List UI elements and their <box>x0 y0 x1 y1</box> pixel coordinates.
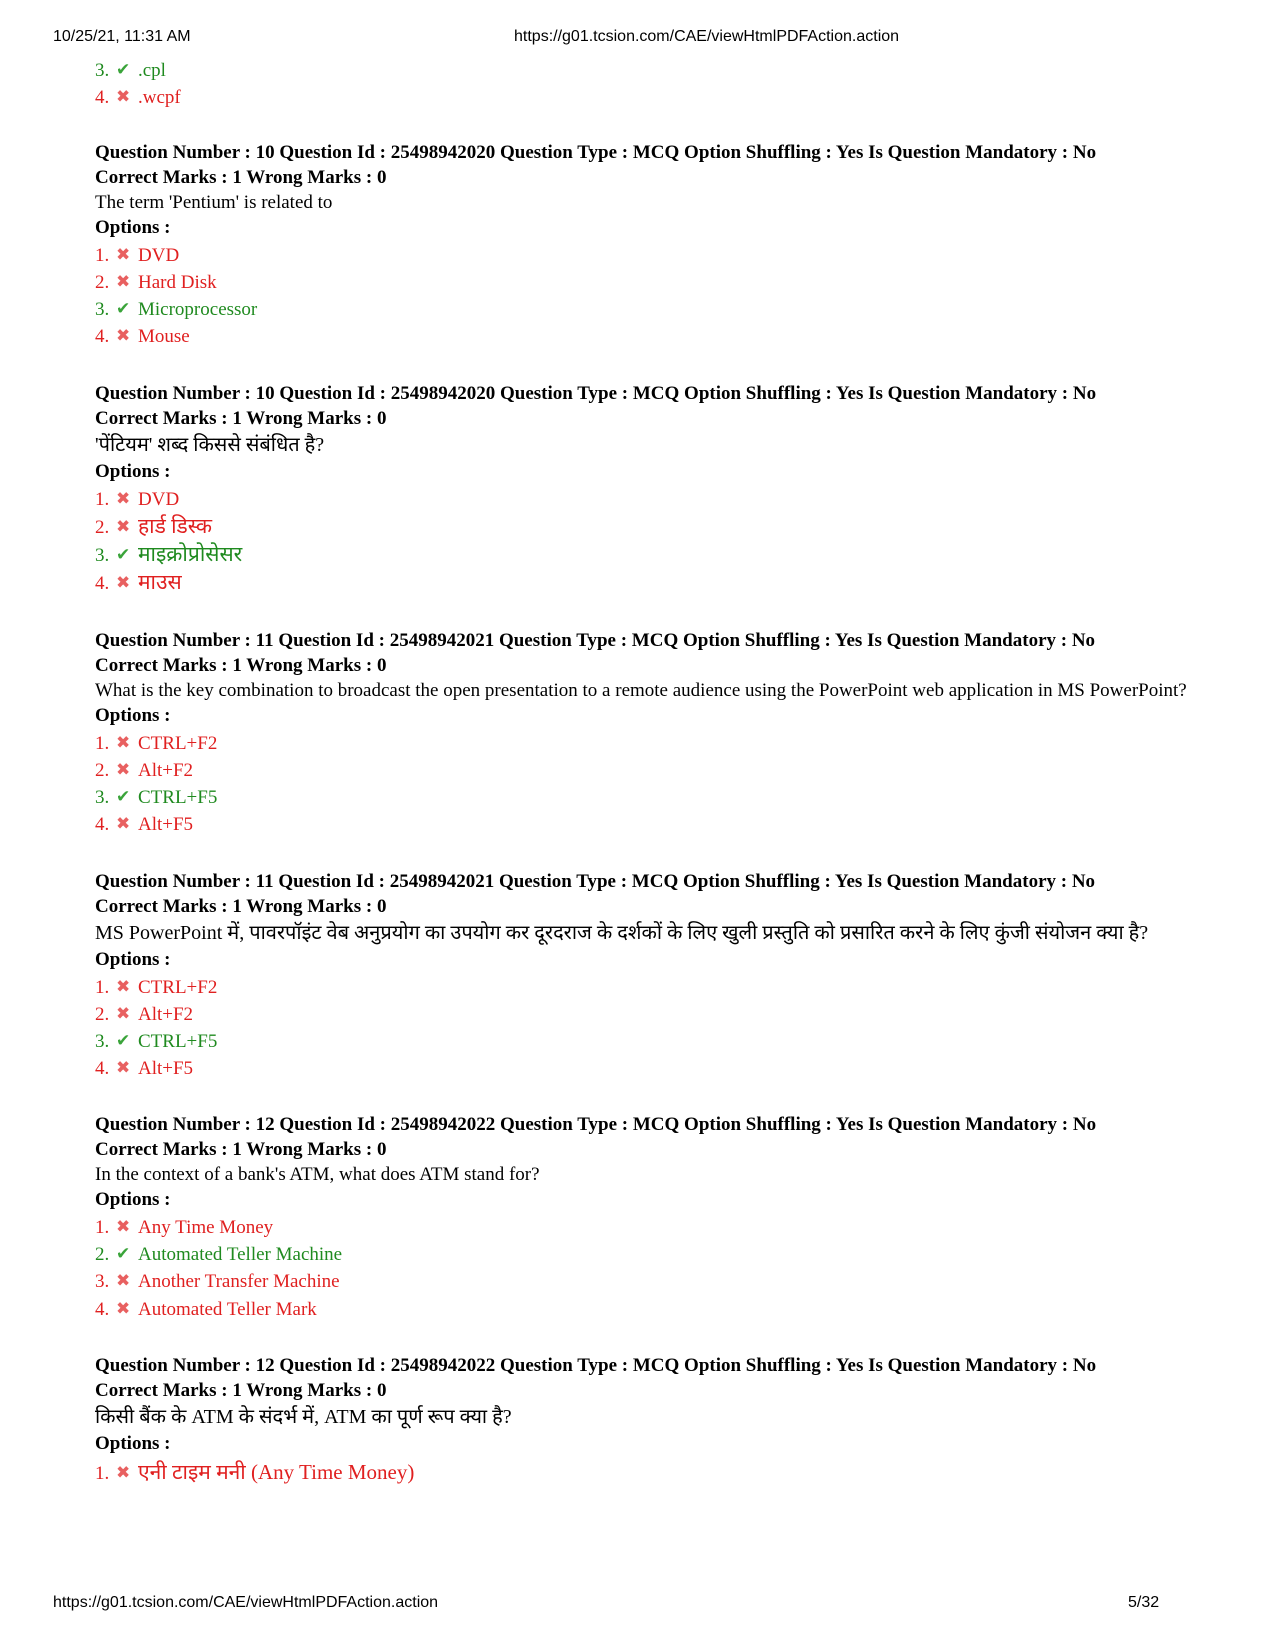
option-number: 2. <box>95 760 110 781</box>
answer-option <box>95 58 166 83</box>
cross-icon: ✖ <box>116 977 131 996</box>
options-label: Options : <box>95 1189 171 1210</box>
options-label: Options : <box>95 705 171 726</box>
option-text: Hard Disk <box>138 272 217 293</box>
cross-icon: ✖ <box>116 1058 131 1077</box>
options-label: Options : <box>95 217 171 238</box>
question-meta: Question Number : 11 Question Id : 25498942021 Question Type : MCQ Option Shuffling : Yes Is Question Mandatory : No <box>95 871 1096 892</box>
question-marks: Correct Marks : 1 Wrong Marks : 0 <box>95 1139 387 1160</box>
answer-option <box>95 812 193 837</box>
cross-icon: ✖ <box>116 733 131 752</box>
question-text: The term 'Pentium' is related to <box>95 192 333 213</box>
option-text: हार्ड डिस्क <box>138 514 213 538</box>
answer-option <box>95 1297 317 1322</box>
option-number: 3. <box>95 787 110 808</box>
option-number: 3. <box>95 1271 110 1292</box>
answer-option <box>95 514 212 540</box>
cross-icon: ✖ <box>116 760 131 779</box>
option-number: 3. <box>95 545 110 566</box>
option-number: 1. <box>95 489 110 510</box>
answer-option <box>95 1002 193 1027</box>
question-meta: Question Number : 10 Question Id : 25498942020 Question Type : MCQ Option Shuffling : Yes Is Question Mandatory : No <box>95 383 1097 404</box>
option-number: 4. <box>95 326 110 347</box>
answer-option <box>95 243 179 268</box>
cross-icon: ✖ <box>116 272 131 291</box>
option-text: माउस <box>138 570 182 594</box>
answer-option <box>95 1215 273 1240</box>
answer-option <box>95 1242 342 1267</box>
answer-option <box>95 1460 414 1486</box>
option-number: 4. <box>95 814 110 835</box>
cross-icon: ✖ <box>116 245 131 264</box>
question-marks: Correct Marks : 1 Wrong Marks : 0 <box>95 655 387 676</box>
check-icon: ✔ <box>116 299 131 318</box>
option-number: 1. <box>95 977 110 998</box>
option-text: Alt+F5 <box>138 1058 194 1079</box>
options-label: Options : <box>95 949 171 970</box>
answer-option <box>95 1269 340 1294</box>
answer-option <box>95 731 217 756</box>
option-text: CTRL+F2 <box>138 733 218 754</box>
answer-option <box>95 270 217 295</box>
option-text: DVD <box>138 489 180 510</box>
print-datetime: 10/25/21, 11:31 AM <box>53 28 191 45</box>
option-number: 3. <box>95 1031 110 1052</box>
cross-icon: ✖ <box>116 814 131 833</box>
question-text: What is the key combination to broadcast the open presentation to a remote audience using the PowerPoint web application in MS PowerPoint? <box>95 680 1187 701</box>
cross-icon: ✖ <box>116 1463 131 1482</box>
option-number: 4. <box>95 87 110 108</box>
check-icon: ✔ <box>116 1031 131 1050</box>
options-label: Options : <box>95 461 171 482</box>
question-marks: Correct Marks : 1 Wrong Marks : 0 <box>95 167 387 188</box>
cross-icon: ✖ <box>116 1004 131 1023</box>
option-number: 1. <box>95 1217 110 1238</box>
option-text: DVD <box>138 245 180 266</box>
print-header-url: https://g01.tcsion.com/CAE/viewHtmlPDFAction.action <box>514 28 900 45</box>
question-meta: Question Number : 12 Question Id : 25498942022 Question Type : MCQ Option Shuffling : Yes Is Question Mandatory : No <box>95 1355 1097 1376</box>
option-text: Automated Teller Mark <box>138 1299 317 1320</box>
option-text: Mouse <box>138 326 190 347</box>
option-number: 2. <box>95 517 110 538</box>
question-marks: Correct Marks : 1 Wrong Marks : 0 <box>95 896 387 917</box>
cross-icon: ✖ <box>116 489 131 508</box>
page-number: 5/32 <box>1128 1594 1160 1611</box>
cross-icon: ✖ <box>116 326 131 345</box>
answer-option <box>95 1056 193 1081</box>
check-icon: ✔ <box>116 60 131 79</box>
option-number: 2. <box>95 272 110 293</box>
question-marks: Correct Marks : 1 Wrong Marks : 0 <box>95 1380 387 1401</box>
option-number: 2. <box>95 1244 110 1265</box>
option-number: 4. <box>95 1058 110 1079</box>
option-number: 1. <box>95 1463 110 1484</box>
option-text: .wcpf <box>138 87 181 108</box>
cross-icon: ✖ <box>116 517 131 536</box>
cross-icon: ✖ <box>116 1271 131 1290</box>
cross-icon: ✖ <box>116 87 131 106</box>
option-text: Automated Teller Machine <box>138 1244 343 1265</box>
check-icon: ✔ <box>116 545 131 564</box>
question-text: 'पेंटियम' शब्द किससे संबंधित है? <box>95 434 325 456</box>
answer-option <box>95 324 190 349</box>
option-number: 4. <box>95 1299 110 1320</box>
answer-option <box>95 85 181 110</box>
cross-icon: ✖ <box>116 1299 131 1318</box>
option-number: 1. <box>95 245 110 266</box>
answer-option <box>95 487 179 512</box>
option-text: CTRL+F5 <box>138 787 218 808</box>
option-text: Alt+F2 <box>138 760 194 781</box>
option-number: 4. <box>95 573 110 594</box>
option-text: CTRL+F2 <box>138 977 218 998</box>
option-text: एनी टाइम मनी (Any Time Money) <box>138 1460 415 1484</box>
question-text: In the context of a bank's ATM, what does ATM stand for? <box>95 1164 540 1185</box>
option-number: 3. <box>95 60 110 81</box>
options-label: Options : <box>95 1433 171 1454</box>
cross-icon: ✖ <box>116 1217 131 1236</box>
question-meta: Question Number : 12 Question Id : 25498942022 Question Type : MCQ Option Shuffling : Yes Is Question Mandatory : No <box>95 1114 1097 1135</box>
question-marks: Correct Marks : 1 Wrong Marks : 0 <box>95 408 387 429</box>
answer-option <box>95 785 217 810</box>
answer-option <box>95 1029 217 1054</box>
answer-option <box>95 542 242 568</box>
print-footer-url: https://g01.tcsion.com/CAE/viewHtmlPDFAction.action <box>53 1594 439 1611</box>
option-text: माइक्रोप्रोसेसर <box>138 542 243 566</box>
question-meta: Question Number : 10 Question Id : 25498942020 Question Type : MCQ Option Shuffling : Yes Is Question Mandatory : No <box>95 142 1097 163</box>
option-number: 2. <box>95 1004 110 1025</box>
answer-option <box>95 975 217 1000</box>
option-text: Microprocessor <box>138 299 258 320</box>
check-icon: ✔ <box>116 1244 131 1263</box>
option-number: 3. <box>95 299 110 320</box>
question-text: MS PowerPoint में, पावरपॉइंट वेब अनुप्रयोग का उपयोग कर दूरदराज के दर्शकों के लिए खुली प्रस्तुति को प्रसारित करने के लिए कुंजी संयोजन क्या है? <box>95 922 1149 944</box>
answer-option <box>95 297 257 322</box>
option-text: Another Transfer Machine <box>138 1271 340 1292</box>
option-text: Alt+F2 <box>138 1004 194 1025</box>
answer-option <box>95 570 182 596</box>
answer-option <box>95 758 193 783</box>
check-icon: ✔ <box>116 787 131 806</box>
question-text: किसी बैंक के ATM के संदर्भ में, ATM का पूर्ण रूप क्या है? <box>95 1406 512 1428</box>
option-text: Alt+F5 <box>138 814 194 835</box>
option-text: CTRL+F5 <box>138 1031 218 1052</box>
cross-icon: ✖ <box>116 573 131 592</box>
option-text: .cpl <box>138 60 166 81</box>
option-number: 1. <box>95 733 110 754</box>
option-text: Any Time Money <box>138 1217 274 1238</box>
question-meta: Question Number : 11 Question Id : 25498942021 Question Type : MCQ Option Shuffling : Yes Is Question Mandatory : No <box>95 630 1096 651</box>
